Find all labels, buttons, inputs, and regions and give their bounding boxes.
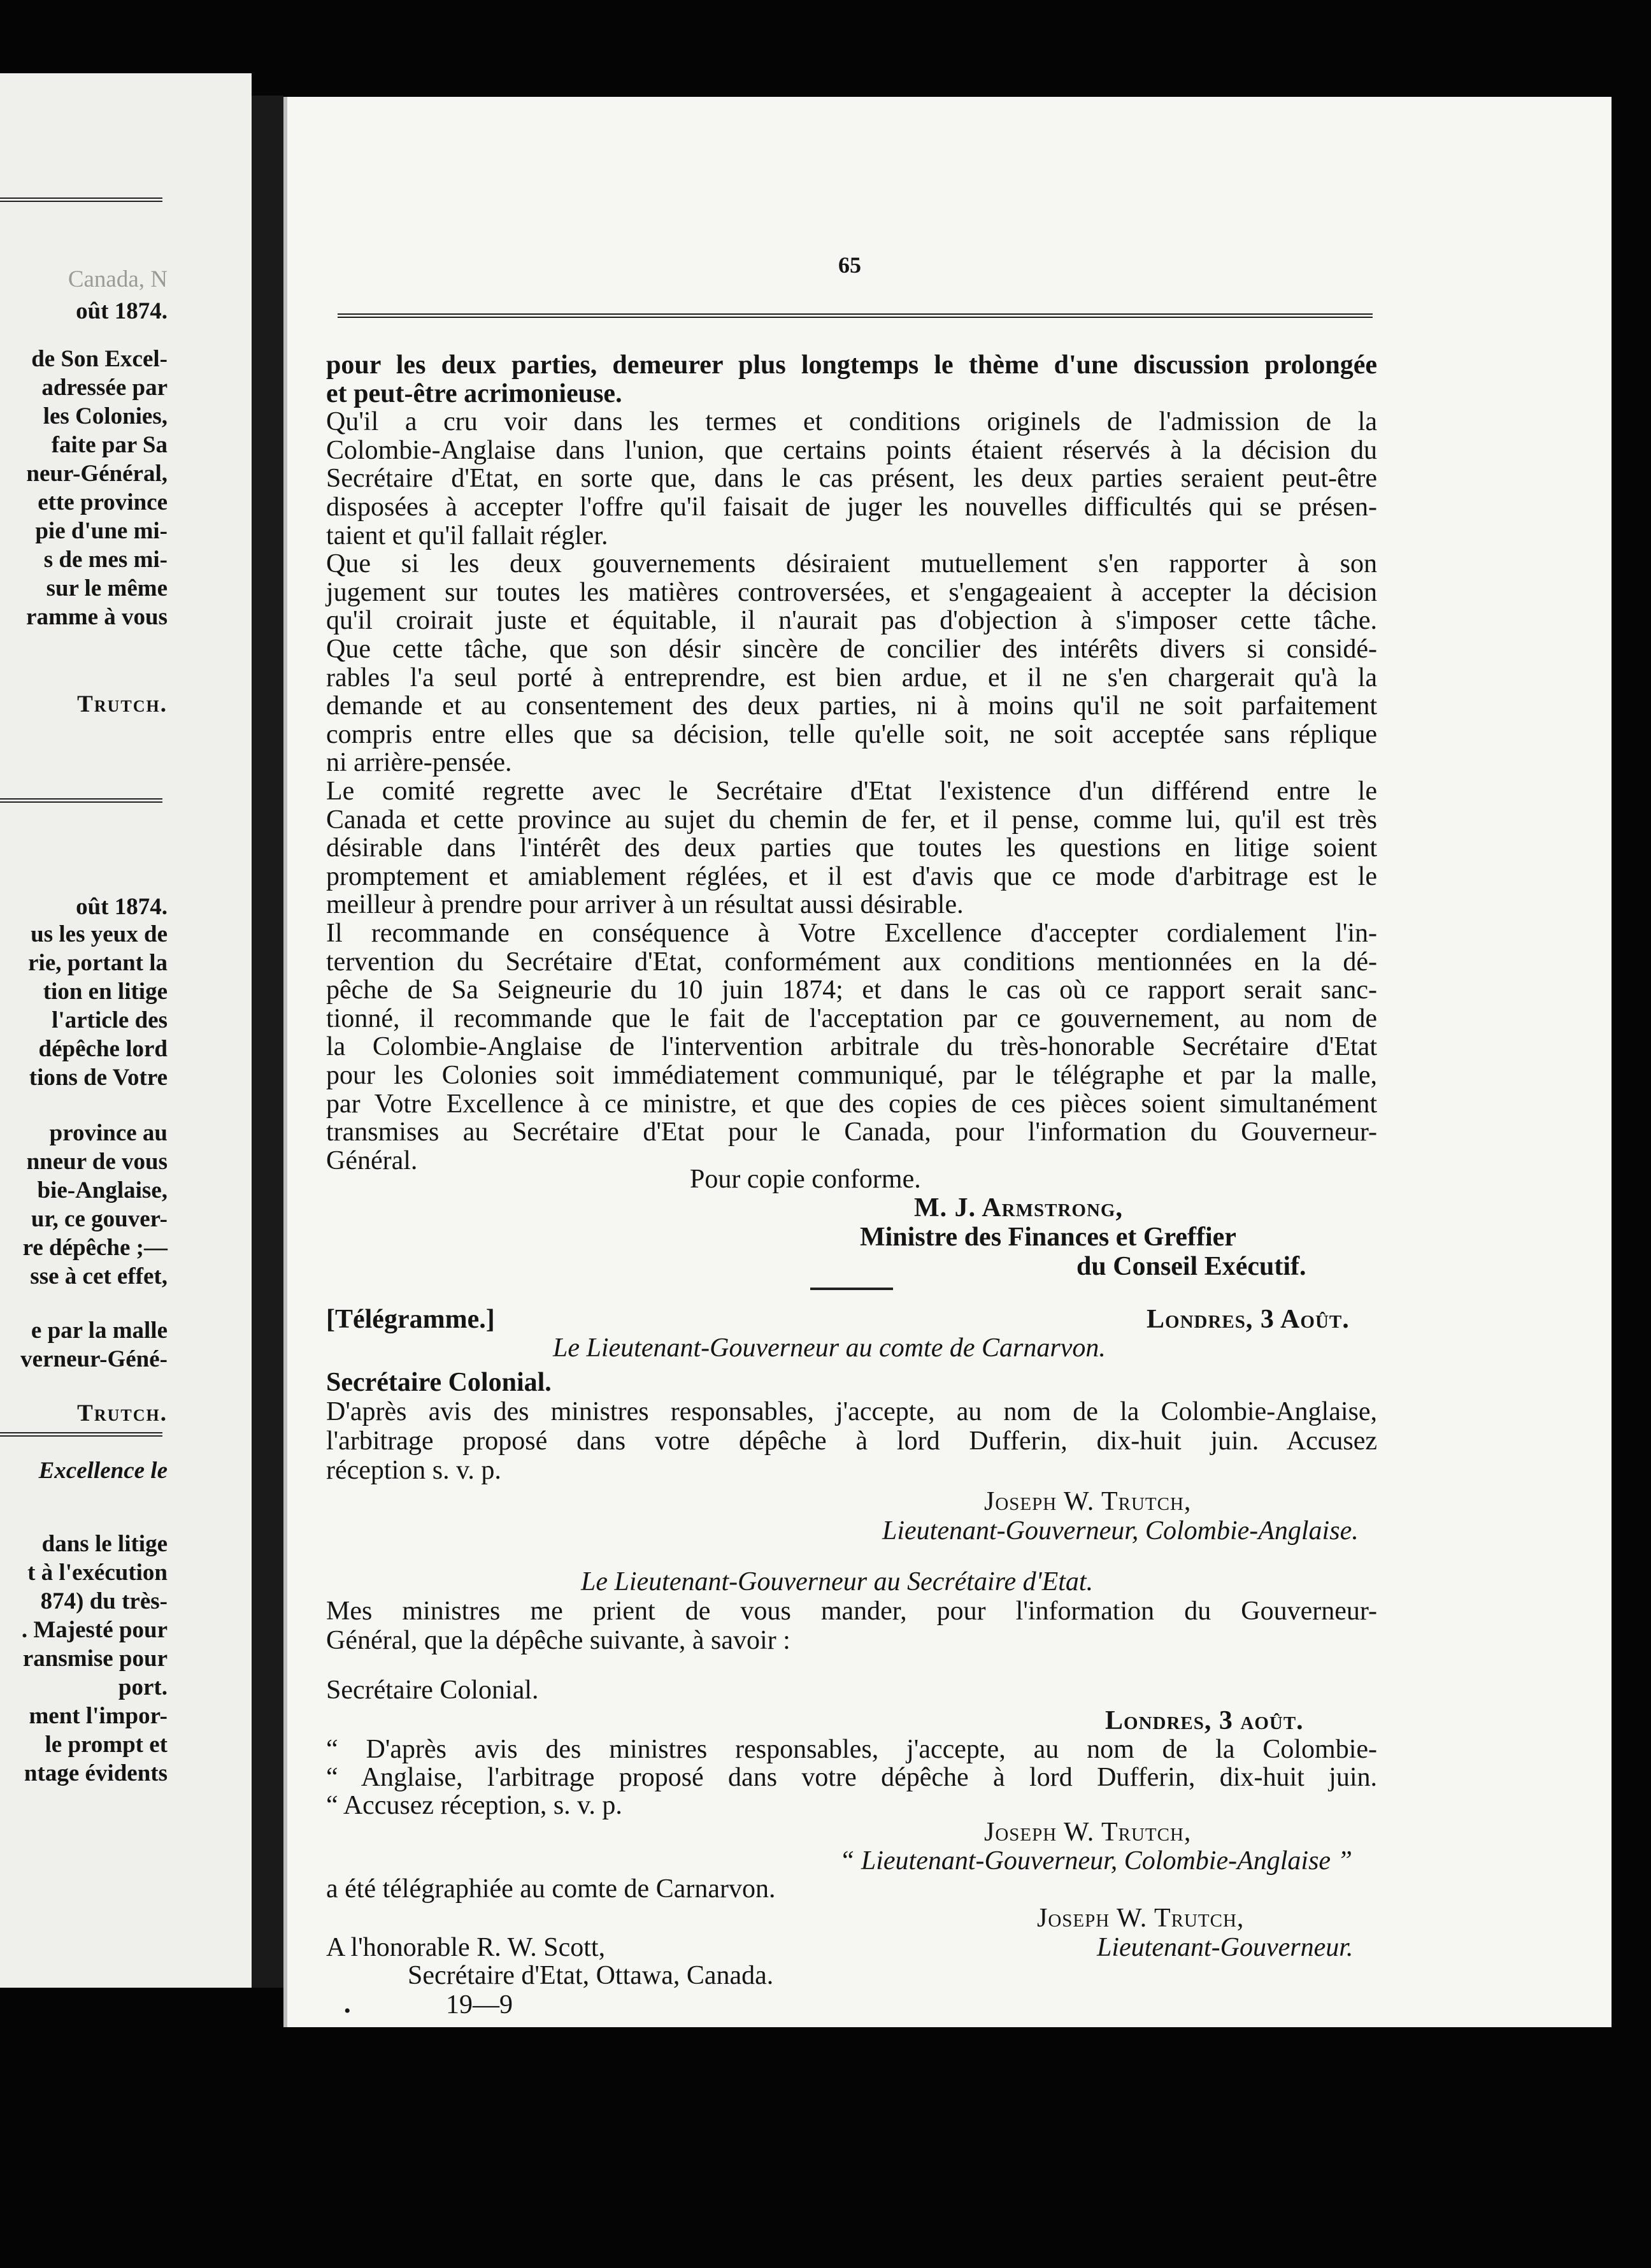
body-line: rables l'a seul porté à entreprendre, est bien ardue, et il ne s'en chargerait qu'à la	[326, 663, 1377, 693]
left-page-line: l'article des	[52, 1007, 168, 1033]
body-line: compris entre elles que sa décision, telle qu'elle soit, ne soit acceptée sans réplique	[326, 719, 1377, 749]
left-page-line: neur-Général,	[26, 461, 168, 487]
body-line: qu'il croirait juste et équitable, il n'aurait pas d'objection à s'imposer cette tâche.	[326, 606, 1377, 636]
body-line: pêche de Sa Seigneurie du 10 juin 1874; et dans le cas où ce rapport serait sanc-	[326, 975, 1377, 1005]
body-line: taient et qu'il fallait régler.	[326, 520, 608, 550]
quoted-signature-title: “ Lieutenant-Gouverneur, Colombie-Anglaise ”	[840, 1846, 1352, 1876]
left-page-line: us les yeux de	[31, 921, 168, 947]
body-line: Canada et cette province au sujet du chemin de fer, et il pense, comme lui, qu'il est très	[326, 805, 1377, 835]
body-line: demande et au consentement des deux parties, ni à moins qu'il ne soit parfaitement	[326, 691, 1377, 721]
body-line: transmises au Secrétaire d'Etat pour le Canada, pour l'information du Gouverneur-	[326, 1117, 1377, 1147]
left-page-line: pie d'une mi-	[35, 518, 168, 544]
body-line: Il recommande en conséquence à Votre Excellence d'accepter cordialement l'in-	[326, 919, 1377, 948]
page-number: 65	[838, 252, 861, 278]
telegram-label: [Télégramme.]	[326, 1305, 495, 1334]
left-page-line: ment l'impor-	[29, 1703, 168, 1729]
left-page-line: ntage évidents	[24, 1760, 168, 1786]
left-page-line: tions de Votre	[29, 1065, 168, 1091]
telegram-heading: Le Lieutenant-Gouverneur au comte de Carnarvon.	[553, 1333, 1106, 1363]
left-page-line: oût 1874.	[76, 894, 168, 920]
body-line: meilleur à prendre pour arriver à un résultat aussi désirable.	[326, 890, 964, 920]
telegram-signature-title: Lieutenant-Gouverneur, Colombie-Anglaise.	[882, 1516, 1359, 1546]
body-line: la Colombie-Anglaise de l'intervention arbitrale du très-honorable Secrétaire d'Etat	[326, 1032, 1377, 1062]
final-signature-name: Joseph W. Trutch,	[1037, 1904, 1245, 1933]
body-line: ni arrière-pensée.	[326, 748, 512, 778]
left-page-line: ette province	[38, 489, 168, 515]
left-page-line: dans le litige	[41, 1531, 168, 1557]
body-line: Colombie-Anglaise dans l'union, que certains points étaient réservés à la décision du	[326, 435, 1377, 465]
body-line: pour les Colonies soit immédiatement communiqué, par le télégraphe et par la malle,	[326, 1061, 1377, 1090]
body-line: Secrétaire d'Etat, en sorte que, dans le cas présent, les deux parties seraient peut-être	[326, 464, 1377, 494]
certified-copy: Pour copie conforme.	[690, 1165, 921, 1194]
left-page-line: ransmise pour	[22, 1646, 168, 1672]
telegram-addressee: Secrétaire Colonial.	[326, 1368, 552, 1397]
quoted-signature-name: Joseph W. Trutch,	[984, 1818, 1192, 1847]
telegram-body-line: réception s. v. p.	[326, 1456, 501, 1485]
telegram-signature-name: Joseph W. Trutch,	[984, 1487, 1192, 1516]
body-line: par Votre Excellence à ce ministre, et que des copies de ces pièces soient simultanément	[326, 1089, 1377, 1119]
left-page-line: rie, portant la	[28, 950, 168, 976]
left-page-line: nneur de vous	[26, 1149, 168, 1175]
left-page-line: 874) du très-	[40, 1588, 168, 1614]
left-page-line: verneur-Géné-	[20, 1346, 168, 1372]
body-line: pour les deux parties, demeurer plus longtemps le thème d'une discussion prolongée	[326, 350, 1377, 380]
letter-addressee: Secrétaire Colonial.	[326, 1676, 539, 1705]
body-line: Que cette tâche, que son désir sincère de concilier des intérêts divers si considé-	[326, 635, 1377, 664]
signature-mark: 19—9	[446, 1990, 513, 2020]
left-page-line: tion en litige	[43, 979, 168, 1005]
quoted-line: “ D'après avis des ministres responsables, j'accepte, au nom de la Colombie-	[326, 1735, 1377, 1764]
letter-place-date: Londres, 3 août.	[1105, 1706, 1304, 1735]
body-line: tionné, il recommande que le fait de l'acceptation par ce gouvernement, au nom de	[326, 1003, 1377, 1033]
left-page-line: le prompt et	[45, 1732, 168, 1758]
left-page-line: sse à cet effet,	[30, 1263, 168, 1289]
body-line: Le comité regrette avec le Secrétaire d'Etat l'existence d'un différend entre le	[326, 777, 1377, 806]
body-line: et peut-être acrimonieuse.	[326, 378, 622, 408]
body-line: Que si les deux gouvernements désiraient mutuellement s'en rapporter à son	[326, 549, 1377, 579]
left-page-line: t à l'exécution	[27, 1560, 168, 1586]
recipient-line2: Secrétaire d'Etat, Ottawa, Canada.	[408, 1961, 774, 1990]
signature1-title-line2: du Conseil Exécutif.	[1076, 1252, 1306, 1281]
recipient-line1: A l'honorable R. W. Scott,	[326, 1933, 606, 1962]
left-page-line: port.	[118, 1674, 168, 1700]
left-page-line: dépêche lord	[38, 1036, 168, 1062]
dot-mark: •	[344, 2000, 351, 2021]
left-page-line: Canada, N	[68, 266, 168, 292]
quoted-line: “ Accusez réception, s. v. p.	[326, 1791, 622, 1820]
telegraphed-note: a été télégraphiée au comte de Carnarvon.	[326, 1874, 776, 1904]
left-page-line: re dépêche ;—	[22, 1235, 168, 1261]
body-line: promptement et amiablement réglées, et il est d'avis que ce mode d'arbitrage est le	[326, 861, 1377, 891]
left-page-line: Trutch.	[77, 1400, 168, 1426]
left-page-line: Trutch.	[77, 691, 168, 717]
left-page-line: Excellence le	[38, 1458, 168, 1484]
body-line: tervention du Secrétaire d'Etat, conformément aux conditions mentionnées en la dé-	[326, 947, 1377, 977]
quoted-line: “ Anglaise, l'arbitrage proposé dans votre dépêche à lord Dufferin, dix-huit juin.	[326, 1763, 1377, 1792]
left-page-line: . Majesté pour	[21, 1617, 168, 1643]
body-line: disposées à accepter l'offre qu'il faisait de juger les nouvelles difficultés qui se présen-	[326, 492, 1377, 522]
body-line: Qu'il a cru voir dans les termes et conditions originels de l'admission de la	[326, 407, 1377, 437]
left-page-line: s de mes mi-	[43, 547, 168, 573]
final-signature-title: Lieutenant-Gouverneur.	[1097, 1933, 1354, 1962]
letter-heading: Le Lieutenant-Gouverneur au Secrétaire d'Etat.	[581, 1567, 1094, 1597]
left-page-line: bie-Anglaise,	[37, 1177, 168, 1203]
left-page-line: faite par Sa	[51, 432, 168, 458]
left-page-line: e par la malle	[31, 1317, 168, 1344]
telegram-body-line: D'après avis des ministres responsables, j'accepte, au nom de la Colombie-Anglaise,	[326, 1397, 1377, 1426]
telegram-place-date: Londres, 3 Août.	[1147, 1305, 1350, 1334]
left-page-line: oût 1874.	[76, 298, 168, 324]
left-page-line: ur, ce gouver-	[31, 1206, 168, 1232]
signature1-name: M. J. Armstrong,	[914, 1193, 1123, 1223]
left-page-line: province au	[49, 1120, 168, 1146]
telegram-body-line: l'arbitrage proposé dans votre dépêche à lord Dufferin, dix-huit juin. Accusez	[326, 1426, 1377, 1456]
letter-body-line: Général, que la dépêche suivante, à savoir :	[326, 1626, 790, 1655]
left-page-line: de Son Excel-	[31, 346, 168, 372]
left-page-line: ramme à vous	[26, 604, 168, 630]
left-page-line: adressée par	[41, 375, 168, 401]
body-line: Général.	[326, 1145, 418, 1175]
body-line: désirable dans l'intérêt des deux parties que toutes les questions en litige soient	[326, 833, 1377, 863]
signature1-title-line1: Ministre des Finances et Greffier	[860, 1223, 1236, 1252]
letter-body-line: Mes ministres me prient de vous mander, pour l'information du Gouverneur-	[326, 1597, 1377, 1626]
left-page-line: sur le même	[46, 575, 168, 601]
left-page-line: les Colonies,	[43, 403, 168, 429]
body-line: jugement sur toutes les matières controversées, et s'engageaient à accepter la décision	[326, 577, 1377, 607]
